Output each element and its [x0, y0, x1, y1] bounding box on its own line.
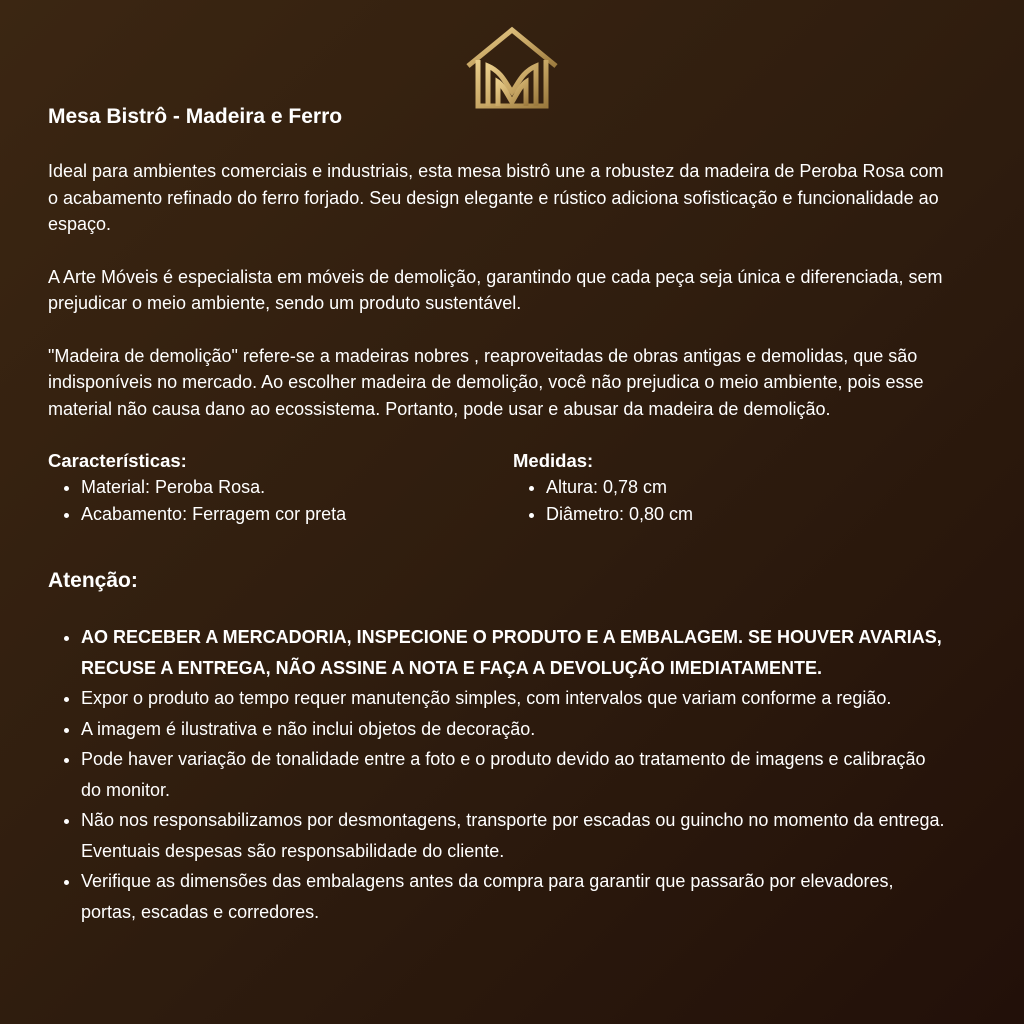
measures-list [513, 474, 693, 528]
measures-column [513, 448, 693, 528]
attention-list [48, 622, 948, 927]
list-item: • Diâmetro: 0,80 cm [546, 501, 693, 528]
paragraph-intro: Ideal para ambientes comerciais e industriais, esta mesa bistrô une a robustez da madeira de Peroba Rosa com o acabamento refinado do ferro forjado. Seu design elegante e rústico adiciona sofisticação e funcionalidade ao espaço. [48, 161, 944, 234]
measures-heading: Medidas: [513, 450, 594, 471]
list-item: • Não nos responsabilizamos por desmontagens, transporte por escadas ou guincho no momento da entrega. Eventuais despesas são responsabilidade do cliente. [81, 805, 948, 866]
product-description [48, 102, 948, 927]
list-item: • Verifique as dimensões das embalagens antes da compra para garantir que passarão por elevadores, portas, escadas e corredores. [81, 866, 948, 927]
product-title: Mesa Bistrô - Madeira e Ferro [48, 105, 343, 128]
features-list [48, 474, 346, 528]
list-item: • Altura: 0,78 cm [546, 474, 693, 501]
house-logo-icon [464, 26, 560, 110]
specs-section [48, 448, 948, 532]
list-item: • Expor o produto ao tempo requer manutenção simples, com intervalos que variam conforme a região. [81, 683, 948, 714]
paragraph-demolition-wood: "Madeira de demolição" refere-se a madeiras nobres , reaproveitadas de obras antigas e demolidas, que são indisponíveis no mercado. Ao escolher madeira de demolição, você não prejudica o meio ambiente, pois esse material não causa dano ao ecossistema. Portanto, pode usar e abusar da madeira de demolição. [48, 345, 924, 419]
attention-heading: Atenção: [48, 569, 138, 592]
list-item: • Acabamento: Ferragem cor preta [81, 501, 346, 528]
list-item: • Pode haver variação de tonalidade entre a foto e o produto devido ao tratamento de imagens e calibração do monitor. [81, 744, 948, 805]
list-item: • AO RECEBER A MERCADORIA, INSPECIONE O PRODUTO E A EMBALAGEM. SE HOUVER AVARIAS, RECUSE A ENTREGA, NÃO ASSINE A NOTA E FAÇA A DEVOLUÇÃO IMEDIATAMENTE. [81, 622, 948, 683]
features-heading: Características: [48, 450, 187, 471]
paragraph-company: A Arte Móveis é especialista em móveis de demolição, garantindo que cada peça seja única e diferenciada, sem prejudicar o meio ambiente, sendo um produto sustentável. [48, 266, 943, 313]
list-item: • A imagem é ilustrativa e não inclui objetos de decoração. [81, 714, 948, 745]
list-item: • Material: Peroba Rosa. [81, 474, 346, 501]
features-column [48, 448, 346, 528]
